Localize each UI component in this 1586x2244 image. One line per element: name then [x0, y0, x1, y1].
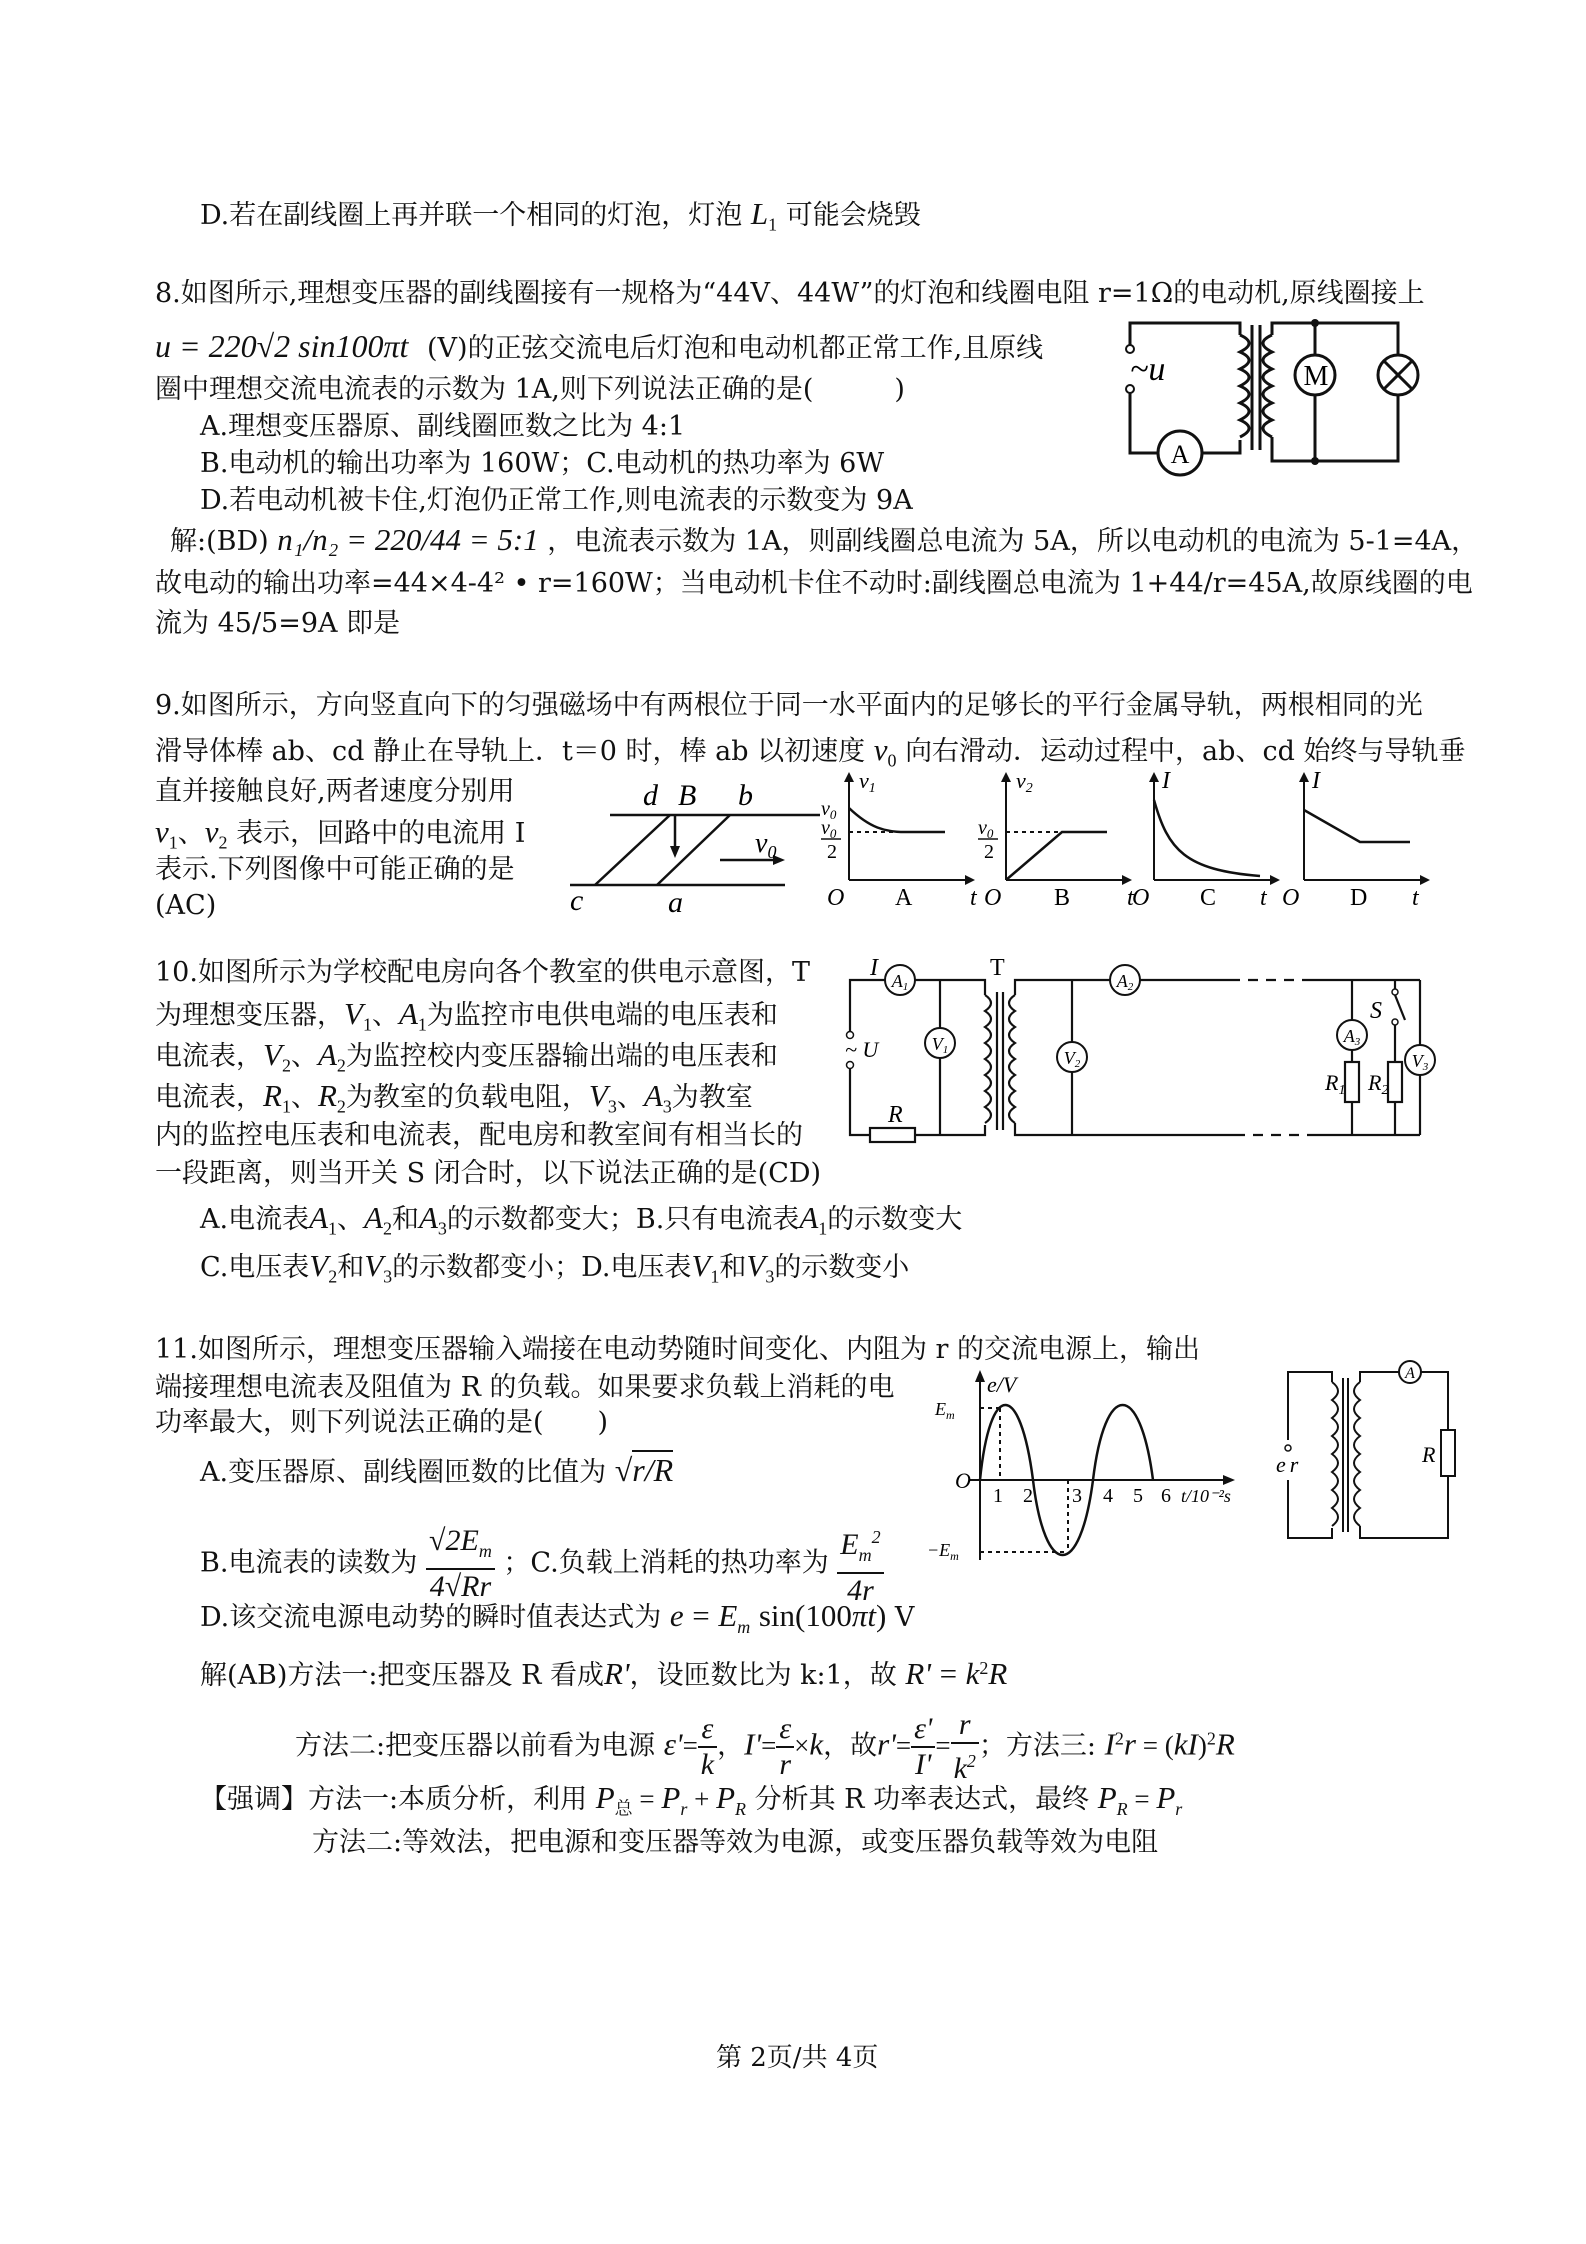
q11-load-label: R	[1422, 1442, 1436, 1467]
svg-text:O: O	[1132, 885, 1150, 911]
emf-graph-em: $E_m$	[935, 1399, 955, 1422]
svg-text:O: O	[1282, 885, 1300, 911]
graph-c-ylabel: I	[1162, 768, 1170, 794]
q8-option-a: A.理想变压器原、副线圈匝数之比为 4:1	[200, 411, 686, 442]
q9-line3: 直并接触良好,两者速度分别用	[155, 776, 515, 807]
q10-r1-label: R1	[1325, 1070, 1346, 1098]
q9-graph-c	[1132, 768, 1290, 911]
q9-line5: 表示.下列图像中可能正确的是	[155, 854, 515, 885]
q10-r2-label: R2	[1368, 1070, 1389, 1098]
q8-line3: 圈中理想交流电流表的示数为 1A,则下列说法正确的是( )	[155, 374, 905, 405]
graph-c-letter: C	[1200, 885, 1217, 911]
q10-current-label: I	[870, 955, 878, 981]
q9-graph-d	[1282, 768, 1440, 911]
q10-line-resistor-label: R	[888, 1102, 903, 1128]
rail-label-c: c	[570, 884, 584, 917]
ammeter-a3-icon: A3	[1343, 1026, 1361, 1048]
q10-option-ab: A.电流表$A_1$、$A_2$和$A_3$的示数都变大；B.只有电流表$A_1$的示数变大	[200, 1200, 963, 1239]
svg-text:O: O	[827, 885, 845, 911]
q9-graph-a	[821, 768, 985, 911]
q11-line2: 端接理想电流表及阻值为 R 的负载。如果要求负载上消耗的电	[155, 1372, 895, 1403]
graph-d-ylabel: I	[1312, 768, 1320, 794]
ammeter-a2-icon: A2	[1116, 971, 1134, 993]
q10-line6: 一段距离，则当开关 S 闭合时，以下说法正确的是(CD)	[155, 1158, 822, 1189]
q9-line6: (AC)	[155, 890, 217, 921]
svg-text:t: t	[970, 885, 977, 911]
emf-graph-ylabel: e/V	[987, 1372, 1017, 1397]
q11-option-bc: B.电流表的读数为 $\frac{√2E_m}{4√Rr}$ ；C.负载上消耗的热功率为 $\frac{E_m^2}{4r}$	[200, 1520, 884, 1608]
motor-icon: M	[1303, 361, 1329, 392]
graph-b-letter: B	[1054, 885, 1071, 911]
q10-line5: 内的监控电压表和电流表，配电房和教室间有相当长的	[155, 1120, 803, 1151]
ammeter-icon: A	[1170, 440, 1190, 469]
svg-text:2: 2	[1023, 1485, 1033, 1507]
q10-line3: 电流表，$V_2$、$A_2$为监控校内变压器输出端的电压表和	[155, 1037, 778, 1076]
q9-rails-figure	[560, 770, 830, 919]
svg-text:4: 4	[1103, 1485, 1113, 1507]
svg-text:v0: $v_0$	[821, 798, 837, 822]
q11-emphasis-line2: 方法二:等效法，把电源和变压器等效为电源，或变压器负载等效为电阻	[312, 1827, 1159, 1858]
field-label-b: B	[678, 779, 697, 812]
q8-source-label: ~u	[1130, 351, 1166, 388]
svg-text:2: 2	[984, 841, 994, 863]
q7-option-d: D.若在副线圈上再并联一个相同的灯泡，灯泡 $L_1$ 可能会烧毁	[200, 196, 921, 235]
q8-solution-line2: 故电动的输出功率=44×4-4² • r=160W；当电动机卡住不动时:副线圈总电流为 1+44/r=45A,故原线圈的电	[155, 568, 1473, 599]
q9-line4: $v_1$、$v_2$ 表示，回路中的电流用 I	[155, 814, 526, 853]
svg-text:1: 1	[993, 1485, 1003, 1507]
rail-label-b: b	[738, 779, 753, 812]
svg-text:t: t	[1412, 885, 1419, 911]
q8-option-bc: B.电动机的输出功率为 160W；C.电动机的热功率为 6W	[200, 448, 885, 479]
q10-line4: 电流表，$R_1$、$R_2$为教室的负载电阻，$V_3$、$A_3$为教室	[155, 1078, 753, 1117]
graph-a-ylabel: v1	[859, 768, 876, 796]
ammeter-a1-icon: A1	[891, 971, 909, 993]
svg-text:v0: $v_0$	[978, 817, 994, 841]
q11-emphasis-line1: 【强调】方法一:本质分析，利用 $P_总 = P_r + P_R$ 分析其 R 功率表达式，最终 $P_R = P_r$	[200, 1780, 1183, 1820]
svg-text:t: t	[1127, 885, 1134, 911]
q11-emf-graph	[927, 1370, 1235, 1565]
voltmeter-v2-icon: V2	[1063, 1048, 1081, 1070]
svg-text:2: 2	[827, 841, 837, 863]
q8-option-d: D.若电动机被卡住,灯泡仍正常工作,则电流表的示数变为 9A	[200, 485, 913, 516]
emf-graph-origin: O	[955, 1468, 971, 1493]
voltmeter-v3-icon: V3	[1411, 1051, 1429, 1073]
graph-a-letter: A	[895, 885, 913, 911]
q11-line1: 11.如图所示，理想变压器输入端接在电动势随时间变化、内阻为 r 的交流电源上，输出	[155, 1334, 1201, 1365]
q11-solution-method2: 方法二:把变压器以前看为电源 ε'= $\frac{\varepsilon}{k}$ ，I'= $\frac{\varepsilon}{r}$ ×k，故r'= $\frac{\varepsilon'}{I'}$ = $\frac{r}{k^2}$ ；方法三: $I^2r = (kI)^2R$	[295, 1708, 1235, 1785]
q10-circuit-figure	[840, 950, 1440, 1150]
q10-line1: 10.如图所示为学校配电房向各个教室的供电示意图，T	[155, 957, 810, 988]
svg-text:3: 3	[1072, 1485, 1082, 1507]
rail-label-d: d	[643, 779, 658, 812]
q10-line2: 为理想变压器，$V_1$、$A_1$为监控市电供电端的电压表和	[155, 996, 778, 1035]
svg-text:6: 6	[1161, 1485, 1171, 1507]
q8-solution-line1: 解:(BD) n₁/n₂ = 220/44 = 5:1 ，电流表示数为 1A，则副线圈总电流为 5A，所以电动机的电流为 5-1=4A，	[170, 522, 1479, 557]
q9-line2: 滑导体棒 ab、cd 静止在导轨上．t＝0 时，棒 ab 以初速度 $v_0$ 向右滑动．运动过程中，ab、cd 始终与导轨垂	[155, 732, 1466, 771]
emf-graph-xlabel: t/10⁻²s	[1181, 1486, 1231, 1506]
q11-option-a: A.变压器原、副线圈匝数的比值为 √r/R	[200, 1452, 674, 1488]
svg-text:5: 5	[1133, 1485, 1143, 1507]
q9-line1: 9.如图所示，方向竖直向下的匀强磁场中有两根位于同一水平面内的足够长的平行金属导轨，两根相同的光	[155, 690, 1423, 721]
graph-b-ylabel: v2	[1016, 768, 1033, 796]
graph-d-letter: D	[1350, 885, 1368, 911]
q8-line1: 8.如图所示,理想变压器的副线圈接有一规格为“44V、44W”的灯泡和线圈电阻 r=1Ω的电动机,原线圈接上	[155, 278, 1425, 309]
q8-line2: u = 220√2 sin100πt (V)的正弦交流电后灯泡和电动机都正常工作,且原线	[155, 328, 1044, 364]
q8-solution-line3: 流为 45/5=9A 即是	[155, 608, 401, 639]
q8-formula: u = 220√2 sin100πt	[155, 328, 409, 364]
q11-source-label: e r	[1276, 1452, 1299, 1477]
q11-ammeter-icon: A	[1405, 1365, 1415, 1382]
velocity-label: $v_0$	[755, 828, 777, 862]
rail-label-a: a	[668, 886, 683, 919]
q11-solution-method1: 解(AB)方法一:把变压器及 R 看成R'，设匝数比为 k:1，故 $R' = k^2R$	[200, 1656, 1008, 1691]
q10-switch-label: S	[1370, 998, 1382, 1024]
q10-transformer-label: T	[990, 955, 1005, 981]
q11-option-d: D.该交流电源电动势的瞬时值表达式为 $e = E_m$ sin(100πt) V	[200, 1598, 915, 1638]
q10-option-cd: C.电压表$V_2$和$V_3$的示数都变小；D.电压表$V_1$和$V_3$的示数变小	[200, 1248, 910, 1287]
page-footer: 第 2页/共 4页	[716, 2043, 879, 2073]
q11-circuit-figure	[1270, 1360, 1460, 1550]
q9-graph-b	[978, 768, 1142, 911]
svg-text:O: O	[984, 885, 1002, 911]
svg-text:t: t	[1260, 885, 1267, 911]
svg-text:v0: $v_0$	[821, 817, 837, 841]
voltmeter-v1-icon: V1	[931, 1034, 949, 1056]
q8-circuit-figure	[1110, 315, 1410, 475]
q11-line3: 功率最大，则下列说法正确的是( )	[155, 1407, 609, 1438]
q8-sol-formula: n₁/n₂ = 220/44 = 5:1	[277, 522, 539, 557]
emf-graph-neg-em: $-E_m$	[927, 1540, 959, 1563]
q10-source-label: ~ U	[845, 1037, 879, 1062]
